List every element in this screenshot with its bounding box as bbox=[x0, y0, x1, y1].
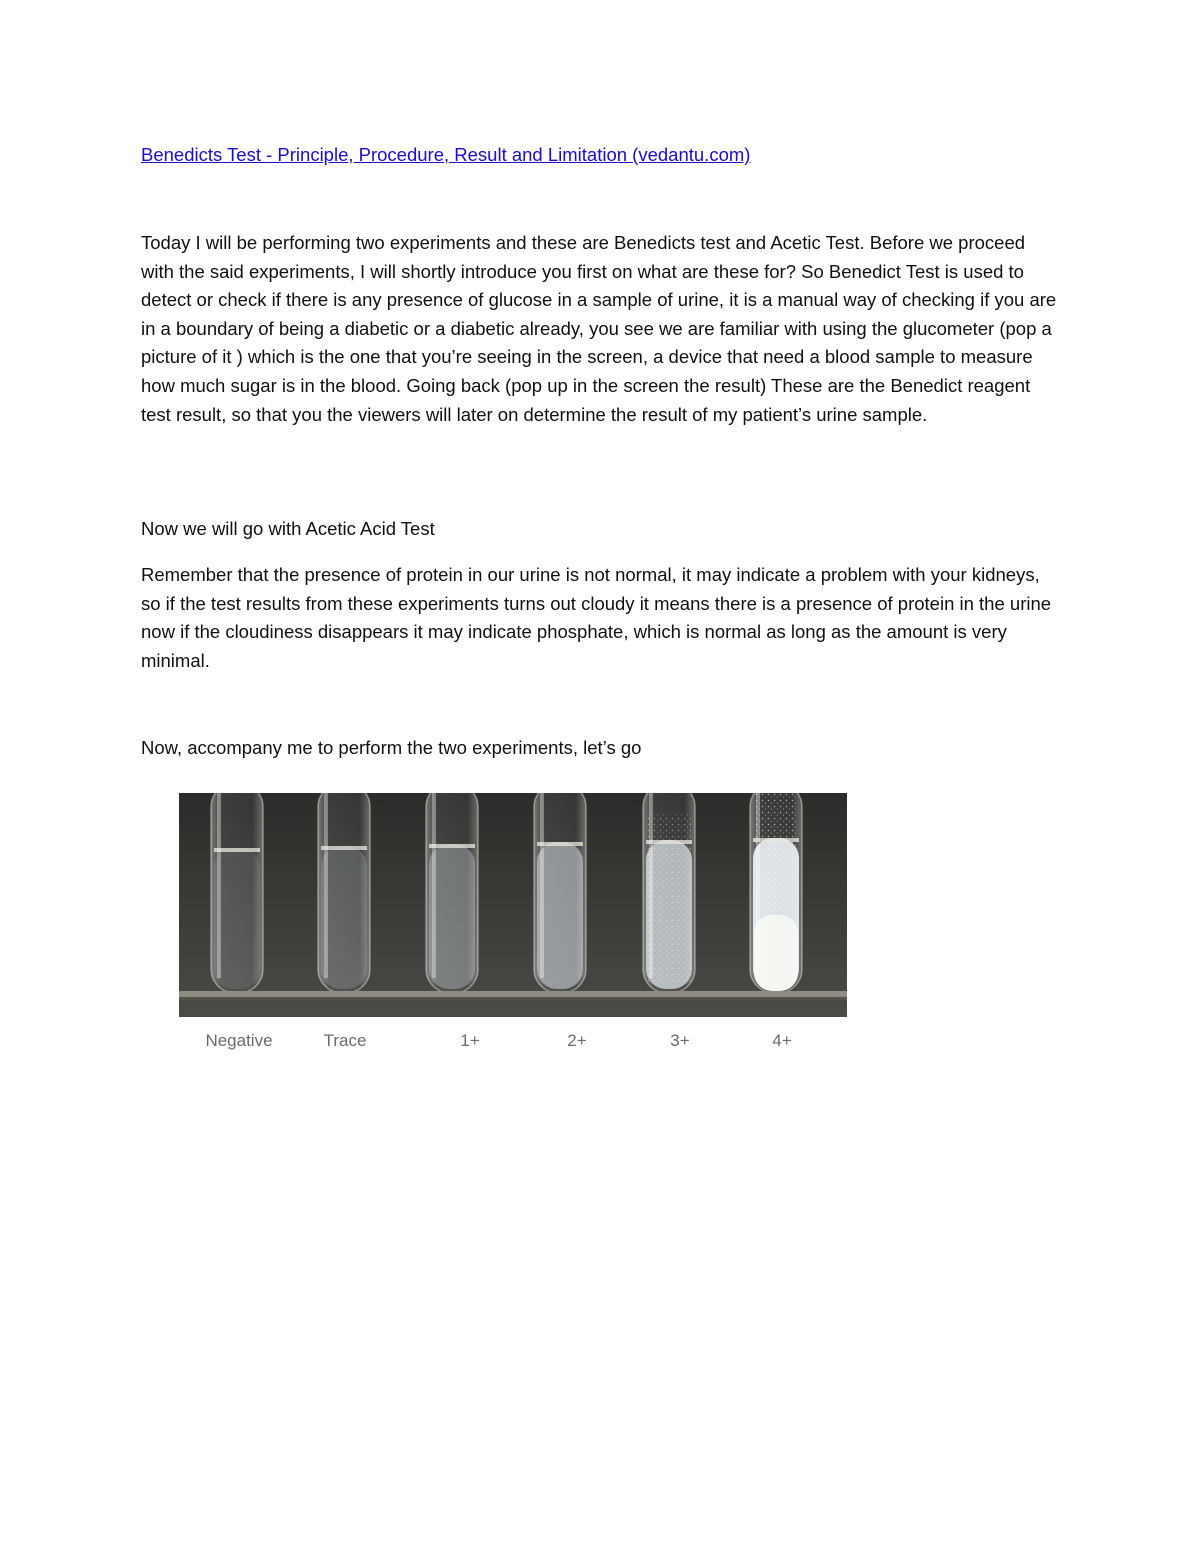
tube-highlight bbox=[217, 793, 221, 978]
test-tube bbox=[318, 793, 370, 993]
tube-label: 2+ bbox=[567, 1031, 587, 1050]
acetic-test-paragraph: Remember that the presence of protein in our urine is not normal, it may indicate a problem with your kidneys, so if the test results from these experiments turns out cloudy it means there is a presence of protein in the urine now if the cloudiness disappears it may indicate phosphate, which is normal as long as the amount is very minimal. bbox=[141, 564, 1052, 671]
test-tube bbox=[643, 793, 695, 993]
test-tubes-photo bbox=[179, 793, 847, 1017]
tube-label: 3+ bbox=[670, 1031, 690, 1050]
tube-highlight bbox=[432, 793, 436, 978]
tube-rack-bar bbox=[179, 991, 847, 997]
tube-label: 4+ bbox=[772, 1031, 792, 1050]
photo-background bbox=[179, 793, 847, 1017]
tube-label: Negative bbox=[205, 1031, 273, 1050]
test-tube bbox=[750, 793, 802, 993]
intro-paragraph: Today I will be performing two experiments and these are Benedicts test and Acetic Test. Before we proceed with the said experiments, I will shortly introduce you first on what are these for? So Benedict Test is used to detect or check if there is any presence of glucose in a sample of urine, it is a manual way of checking if you are in a boundary of being a diabetic or a diabetic already, you see we are familiar with using the glucometer (pop a picture of it ) which is the one that you’re seeing in the screen, a device that need a blood sample to measure how much sugar is in the blood. Going back (pop up in the screen the result) These are the Benedict reagent test result, so that you the viewers will later on determine the result of my patient’s urine sample. bbox=[141, 232, 1057, 425]
test-tube bbox=[426, 793, 478, 993]
test-tube bbox=[534, 793, 586, 993]
acetic-test-heading: Now we will go with Acetic Acid Test bbox=[141, 518, 435, 539]
tube-highlight bbox=[540, 793, 544, 978]
tube-rack-shadow bbox=[179, 997, 847, 1000]
tube-label: 1+ bbox=[460, 1031, 480, 1050]
vedantu-source-link[interactable]: Benedicts Test - Principle, Procedure, Result and Limitation (vedantu.com) bbox=[141, 144, 751, 165]
tube-highlight bbox=[324, 793, 328, 978]
tube-highlight bbox=[756, 793, 760, 978]
test-tube bbox=[211, 793, 263, 993]
closing-paragraph: Now, accompany me to perform the two experiments, let’s go bbox=[141, 737, 642, 758]
tube-highlight bbox=[649, 793, 653, 978]
tube-label: Trace bbox=[323, 1031, 367, 1050]
